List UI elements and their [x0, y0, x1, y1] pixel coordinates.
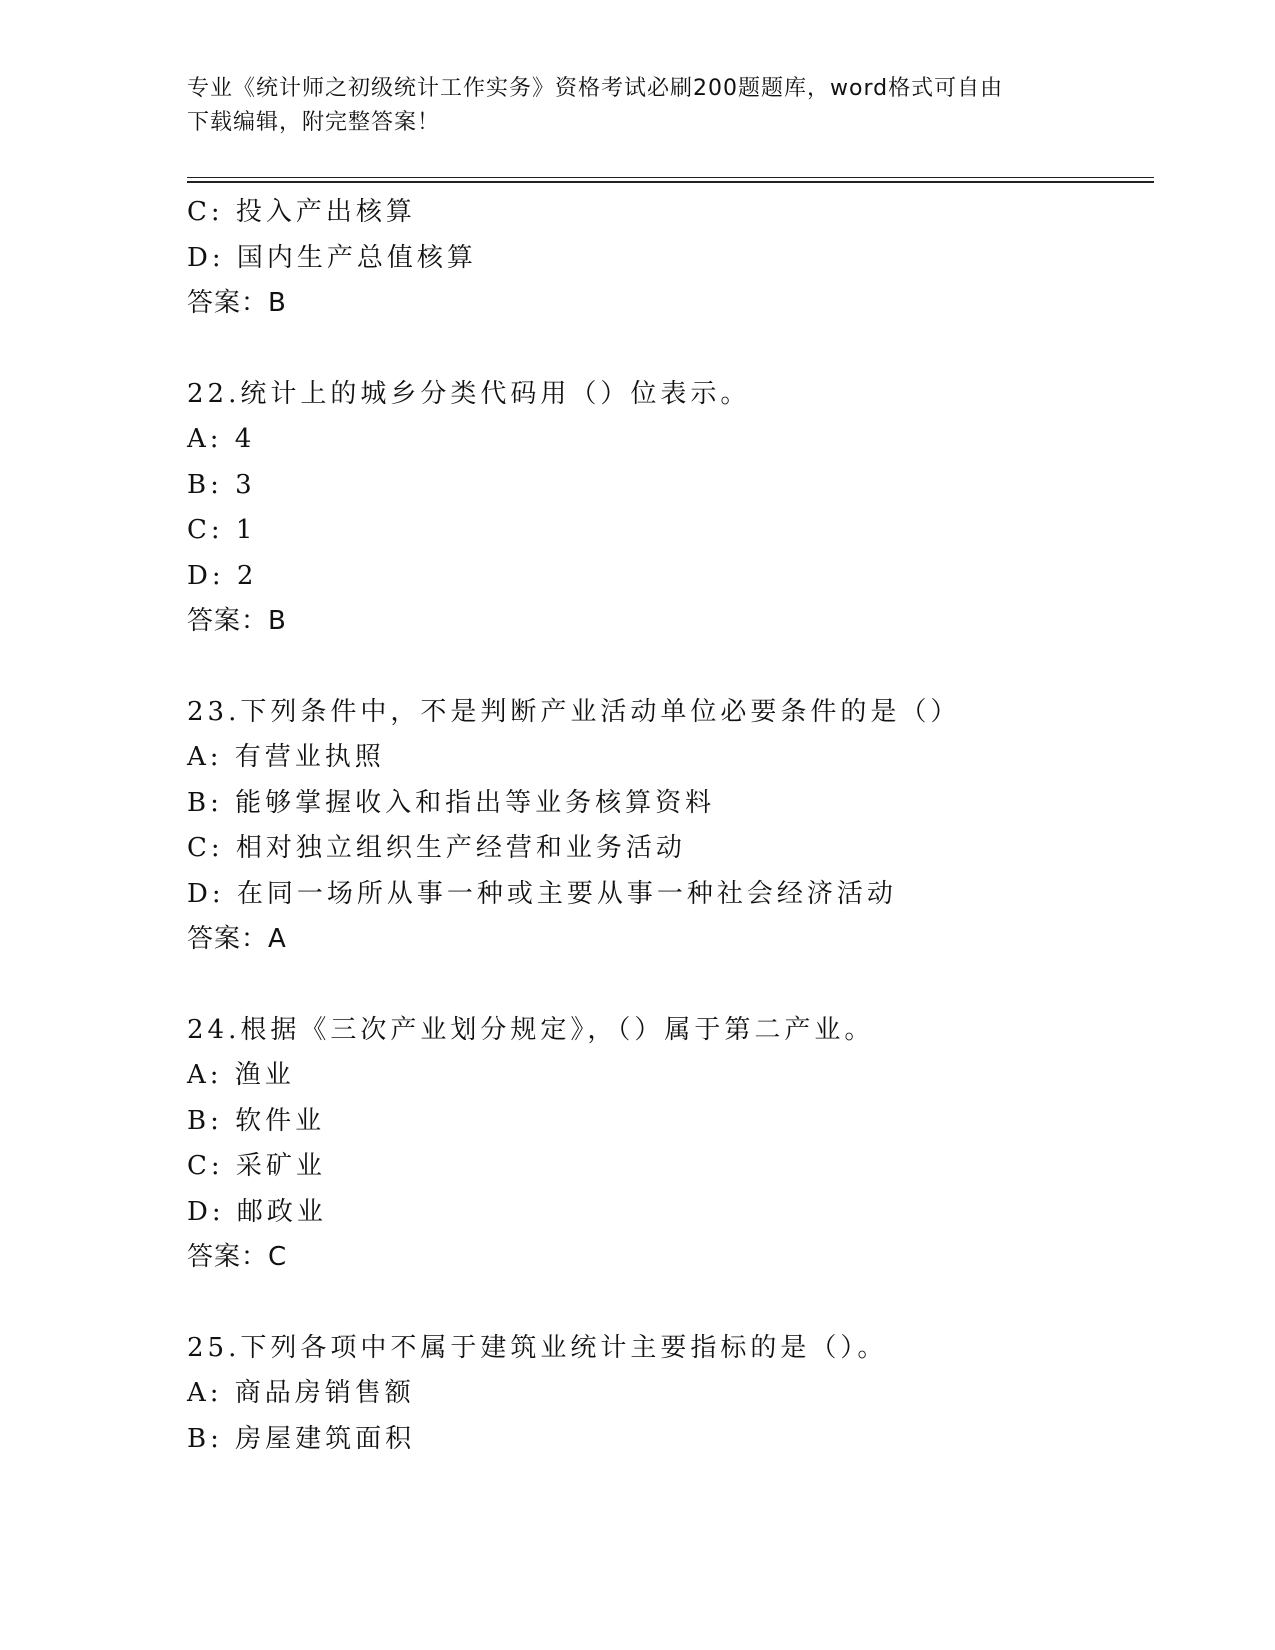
question-stem: 22.统计上的城乡分类代码用（）位表示。 [187, 378, 751, 409]
header-divider-thick [187, 181, 1154, 183]
option-d: D: 在同一场所从事一种或主要从事一种社会经济活动 [187, 878, 897, 909]
document-header [187, 72, 1087, 140]
option-d: D: 邮政业 [187, 1196, 327, 1227]
option-a: A: 渔业 [187, 1060, 295, 1090]
option-a: A: 4 [187, 424, 256, 454]
question-25 [187, 1326, 1147, 1463]
header-line-1: 专业《统计师之初级统计工作实务》资格考试必刷200题题库，word格式可自由 [187, 76, 1004, 101]
option-a: A: 商品房销售额 [187, 1378, 415, 1408]
option-b: B: 能够掌握收入和指出等业务核算资料 [187, 787, 716, 818]
header-line-2: 下载编辑，附完整答案！ [187, 110, 441, 135]
option-b: B: 软件业 [187, 1105, 326, 1136]
option-c: C: 相对独立组织生产经营和业务活动 [187, 833, 686, 863]
option-c: C: 1 [187, 515, 257, 545]
option-d: D: 国内生产总值核算 [187, 242, 477, 273]
question-22 [187, 372, 1147, 645]
option-c: C: 投入产出核算 [187, 197, 416, 227]
answer-line: 答案：B [187, 606, 287, 636]
option-b: B: 3 [187, 469, 256, 500]
option-c: C: 采矿业 [187, 1151, 326, 1181]
answer-line: 答案：C [187, 1242, 288, 1272]
question-content [187, 190, 1147, 1462]
header-divider-thin [187, 177, 1154, 178]
question-24 [187, 1008, 1147, 1281]
answer-line: 答案：B [187, 288, 287, 318]
question-stem: 24.根据《三次产业划分规定》，（）属于第二产业。 [187, 1014, 875, 1045]
option-a: A: 有营业执照 [187, 742, 385, 772]
option-b: B: 房屋建筑面积 [187, 1423, 416, 1454]
question-21-continued [187, 190, 1147, 327]
question-stem: 23.下列条件中，不是判断产业活动单位必要条件的是（） [187, 696, 961, 727]
question-stem: 25.下列各项中不属于建筑业统计主要指标的是（）。 [187, 1332, 888, 1363]
answer-line: 答案：A [187, 924, 287, 954]
question-23 [187, 690, 1147, 963]
option-d: D: 2 [187, 560, 258, 591]
